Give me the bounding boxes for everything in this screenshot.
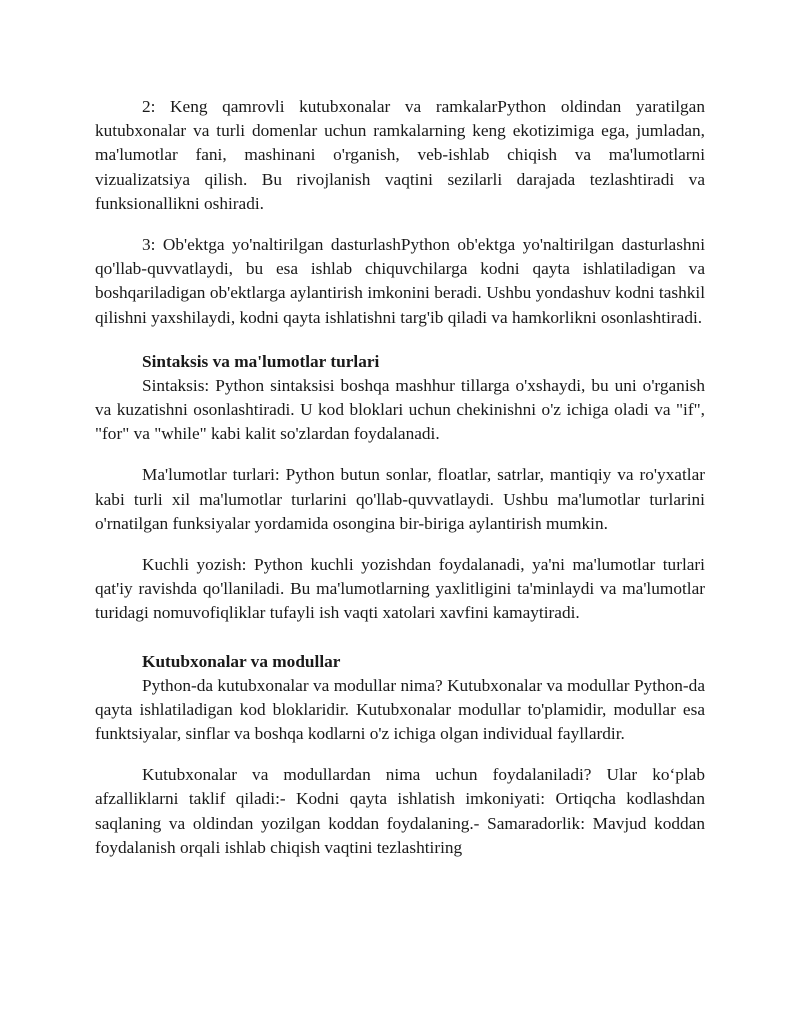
- paragraph-why-libraries: Kutubxonalar va modullardan nima uchun foydalaniladi? Ular ko‘plab afzalliklarni taklif qiladi:- Kodni qayta ishlatish imkoniyati: Ortiqcha kodlashdan saqlaning va oldindan yozilgan koddan foydalaning.- Samaradorlik: Mavjud koddan foydalanish orqali ishlab chiqish vaqtini tezlashtiring: [95, 765, 705, 857]
- document-body: [95, 95, 705, 860]
- paragraph-data-types: Ma'lumotlar turlari: Python butun sonlar, floatlar, satrlar, mantiqiy va ro'yxatlar kabi turli xil ma'lumotlar turlarini qo'llab-quvvatlaydi. Ushbu ma'lumotlar turlarini o'rnatilgan funksiyalar yordamida osongina bir-biriga aylantirish mumkin.: [95, 465, 705, 533]
- paragraph-oop: 3: Ob'ektga yo'naltirilgan dasturlashPython ob'ektga yo'naltirilgan dasturlashni qo'llab-quvvatlaydi, bu esa ishlab chiquvchilarga kodni qayta ishlatiladigan va boshqariladigan ob'ektlarga aylantirish imkonini beradi. Ushbu yondashuv kodni tashkil qilishni yaxshilaydi, kodni qayta ishlatishni targ'ib qiladi va hamkorlikni osonlashtiradi.: [95, 235, 705, 327]
- paragraph-syntax: Sintaksis: Python sintaksisi boshqa mashhur tillarga o'xshaydi, bu uni o'rganish va kuzatishni osonlashtiradi. U kod bloklari uchun chekinishni o'z ichiga oladi va "if", "for" va "while" kabi kalit so'zlardan foydalanadi.: [95, 375, 705, 444]
- section-heading-libraries: Kutubxonalar va modullar: [142, 651, 341, 671]
- paragraph-what-are-libraries: Python-da kutubxonalar va modullar nima? Kutubxonalar va modullar Python-da qayta ishlatiladigan kod bloklaridir. Kutubxonalar modullar to'plamidir, modullar esa funktsiyalar, sinflar va boshqa kodlarni o'z ichiga olgan individual fayllardir.: [95, 675, 705, 744]
- section-heading-syntax: Sintaksis va ma'lumotlar turlari: [142, 351, 380, 371]
- paragraph-libraries-frameworks: 2: Keng qamrovli kutubxonalar va ramkalarPython oldindan yaratilgan kutubxonalar va turli domenlar uchun ramkalarning keng ekotizimiga ega, jumladan, ma'lumotlar fani, mashinani o'rganish, veb-ishlab chiqish va ma'lumotlarni vizualizatsiya qilish. Bu rivojlanish vaqtini sezilarli darajada tezlashtiradi va funksionallikni oshiradi.: [95, 97, 705, 213]
- paragraph-strong-typing: Kuchli yozish: Python kuchli yozishdan foydalanadi, ya'ni ma'lumotlar turlari qat'iy ravishda qo'llaniladi. Bu ma'lumotlarning yaxlitligini ta'minlaydi va ma'lumotlar turidagi nomuvofiqliklar tufayli ish vaqti xatolari xavfini kamaytiradi.: [95, 555, 705, 623]
